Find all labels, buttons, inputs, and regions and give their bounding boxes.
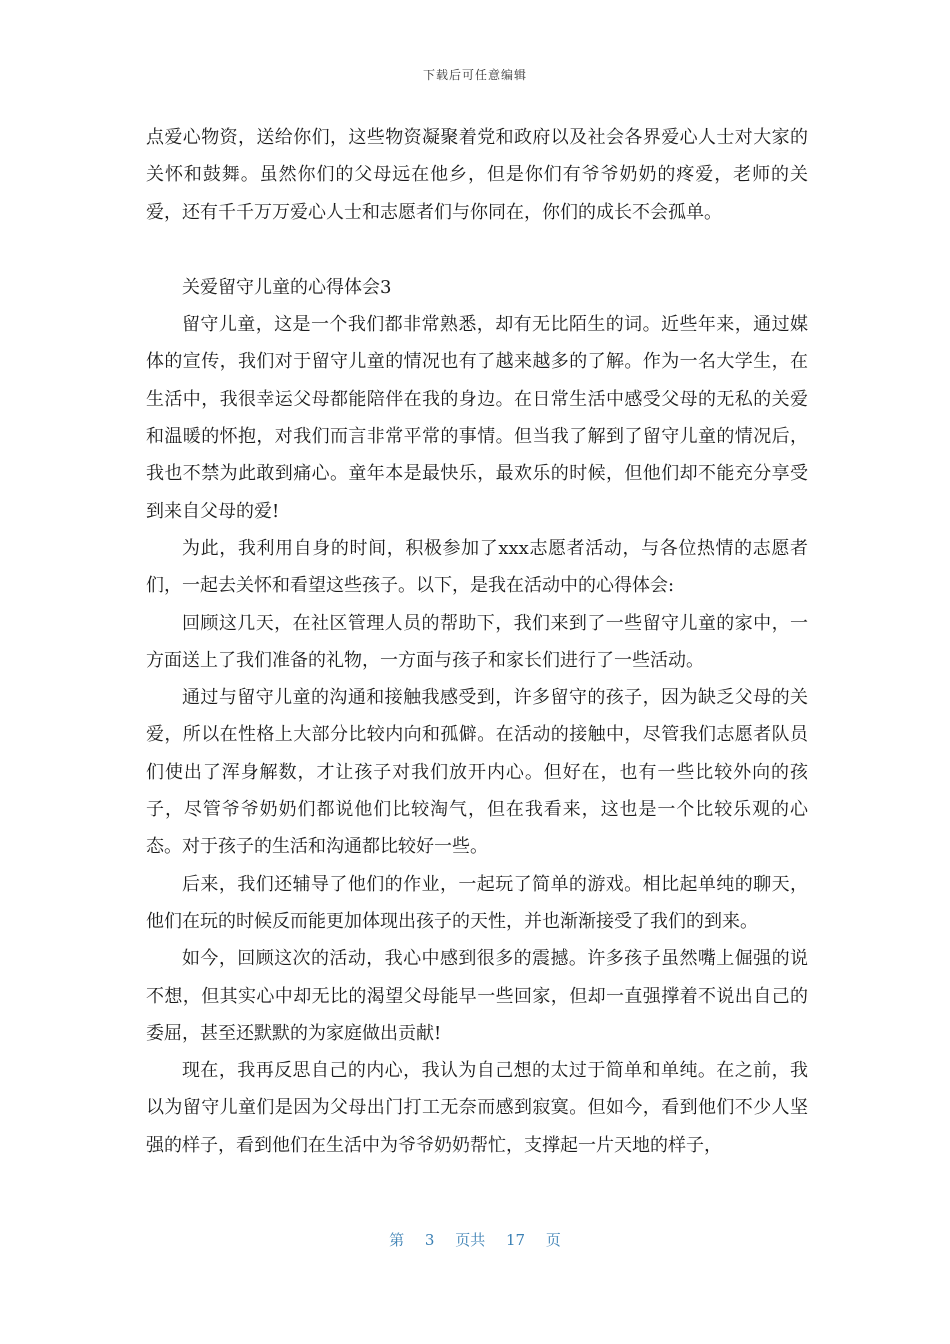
paragraph: 留守儿童，这是一个我们都非常熟悉，却有无比陌生的词。近些年来，通过媒体的宣传，我们对于留守儿童的情况也有了越来越多的了解。作为一名大学生，在生活中，我很幸运父母都能陪伴在我的身边。在日常生活中感受父母的无私的关爱和温暖的怀抱，对我们而言非常平常的事情。但当我了解到了留守儿童的情况后，我也不禁为此敢到痛心。童年本是最快乐，最欢乐的时候，但他们却不能充分享受到来自父母的爱! bbox=[146, 314, 808, 522]
footer-total-pages: 17 bbox=[506, 1231, 526, 1249]
paragraph: 通过与留守儿童的沟通和接触我感受到，许多留守的孩子，因为缺乏父母的关爱，所以在性格上大部分比较内向和孤僻。在活动的接触中，尽管我们志愿者队员们使出了浑身解数，才让孩子对我们放开内心。但好在，也有一些比较外向的孩子，尽管爷爷奶奶们都说他们比较淘气，但在我看来，这也是一个比较乐观的心态。对于孩子的生活和沟通都比较好一些。 bbox=[146, 687, 808, 858]
footer-page-number: 3 bbox=[424, 1231, 435, 1249]
paragraph: 回顾这几天，在社区管理人员的帮助下，我们来到了一些留守儿童的家中，一方面送上了我们准备的礼物，一方面与孩子和家长们进行了一些活动。 bbox=[146, 612, 808, 671]
footer-di: 第 bbox=[389, 1231, 405, 1249]
footer-ye: 页 bbox=[545, 1231, 561, 1249]
paragraph: 为此，我利用自身的时间，积极参加了xxx志愿者活动，与各位热情的志愿者们，一起去关怀和看望这些孩子。以下，是我在活动中的心得体会: bbox=[146, 537, 808, 597]
footer-ye-gong: 页共 bbox=[455, 1231, 486, 1249]
paragraph-continuation: 点爱心物资，送给你们，这些物资凝聚着党和政府以及社会各界爱心人士对大家的关怀和鼓舞。虽然你们的父母远在他乡，但是你们有爷爷奶奶的疼爱，老师的关爱，还有千千万万爱心人士和志愿者们与你同在，你们的成长不会孤单。 bbox=[146, 127, 808, 223]
page-header: 下载后可任意编辑 bbox=[422, 68, 527, 82]
paragraph: 后来，我们还辅导了他们的作业，一起玩了简单的游戏。相比起单纯的聊天，他们在玩的时候反而能更加体现出孩子的天性，并也渐渐接受了我们的到来。 bbox=[146, 873, 808, 932]
section-title: 关爱留守儿童的心得体会3 bbox=[182, 276, 392, 298]
page-footer bbox=[0, 1229, 950, 1250]
document-body bbox=[146, 119, 808, 1164]
paragraph: 如今，回顾这次的活动，我心中感到很多的震撼。许多孩子虽然嘴上倔强的说不想，但其实心中却无比的渴望父母能早一些回家，但却一直强撑着不说出自己的委屈，甚至还默默的为家庭做出贡献! bbox=[146, 948, 808, 1044]
paragraph: 现在，我再反思自己的内心，我认为自己想的太过于简单和单纯。在之前，我以为留守儿童们是因为父母出门打工无奈而感到寂寞。但如今，看到他们不少人坚强的样子，看到他们在生活中为爷爷奶奶帮忙，支撑起一片天地的样子， bbox=[146, 1060, 808, 1156]
